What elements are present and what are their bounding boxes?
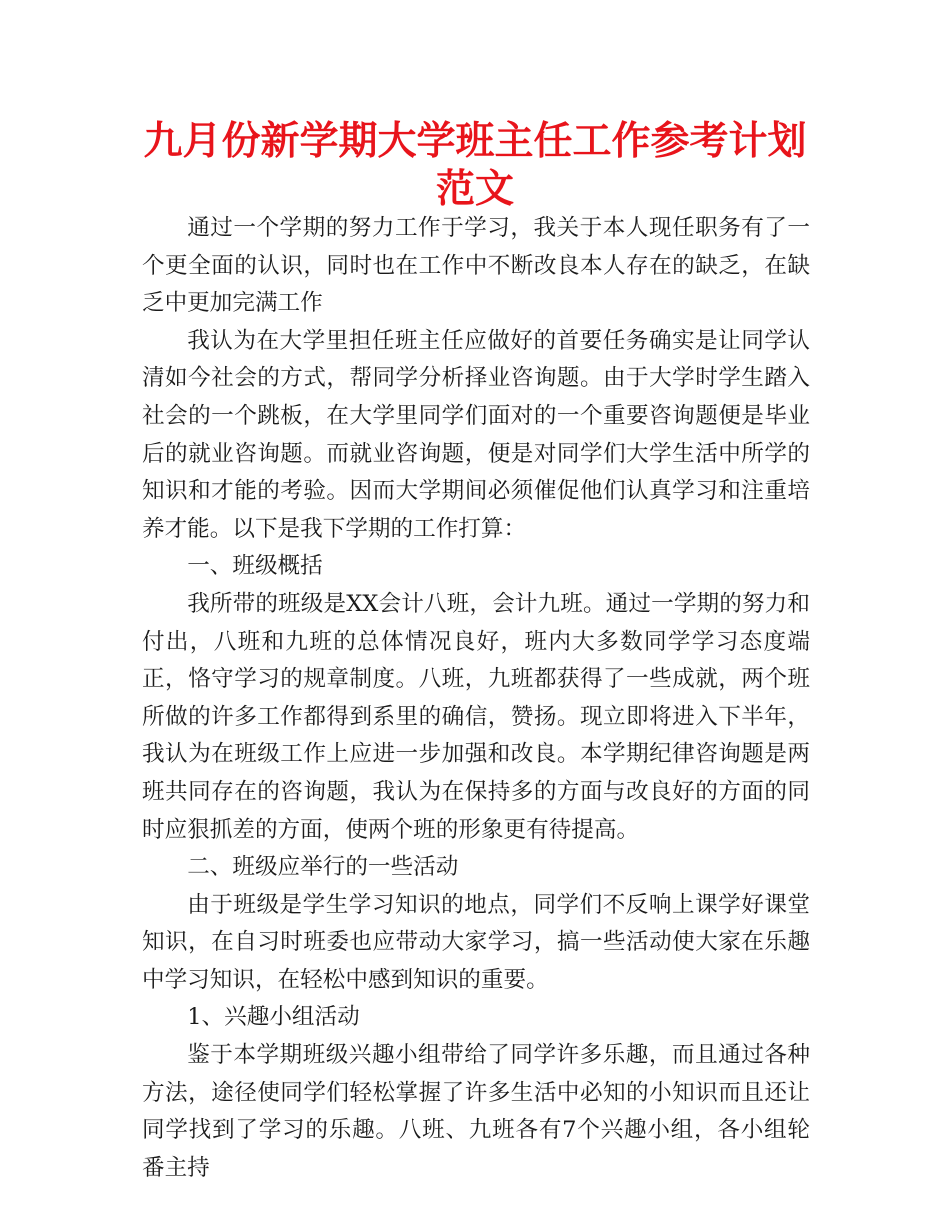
paragraph-class-overview: 我所带的班级是XX会计八班，会计九班。通过一学期的努力和付出，八班和九班的总体情况良好，班内大多数同学学习态度端正，恪守学习的规章制度。八班，九班都获得了一些成就，两个班所做的许多工作都得到系里的确信，赞扬。现立即将进入下半年，我认为在班级工作上应进一步加强和改良。本学期纪律咨询题是两班共同存在的咨询题，我认为在保持多的方面与改良好的方面的同时应狠抓差的方面，使两个班的形象更有待提高。 [142, 590, 810, 843]
section-heading-2: 二、班级应举行的一些活动 [187, 854, 459, 881]
paragraph-activities: 由于班级是学生学习知识的地点，同学们不反响上课学好课堂知识，在自习时班委也应带动大家学习，搞一些活动使大家在乐趣中学习知识，在轻松中感到知识的重要。 [142, 891, 810, 993]
paragraph-intro: 通过一个学期的努力工作于学习，我关于本人现任职务有了一个更全面的认识，同时也在工作中不断改良本人存在的缺乏，在缺乏中更加完满工作 [142, 215, 810, 317]
paragraph-interest-groups: 鉴于本学期班级兴趣小组带给了同学许多乐趣，而且通过各种方法，途径使同学们轻松掌握了许多生活中必知的小知识而且还让同学找到了学习的乐趣。八班、九班各有7个兴趣小组，各小组轮番主持 [142, 1042, 810, 1181]
section-heading-1: 一、班级概括 [187, 553, 323, 580]
document-body [142, 210, 810, 1187]
paragraph-task: 我认为在大学里担任班主任应做好的首要任务确实是让同学认清如今社会的方式，帮同学分析择业咨询题。由于大学时学生踏入社会的一个跳板，在大学里同学们面对的一个重要咨询题便是毕业后的就业咨询题。而就业咨询题，便是对同学们大学生活中所学的知识和才能的考验。因而大学期间必须催促他们认真学习和注重培养才能。以下是我下学期的工作打算： [142, 327, 810, 542]
subsection-heading-1: 1、兴趣小组活动 [187, 1004, 360, 1031]
document-title: 九月份新学期大学班主任工作参考计划范文 [143, 119, 807, 212]
